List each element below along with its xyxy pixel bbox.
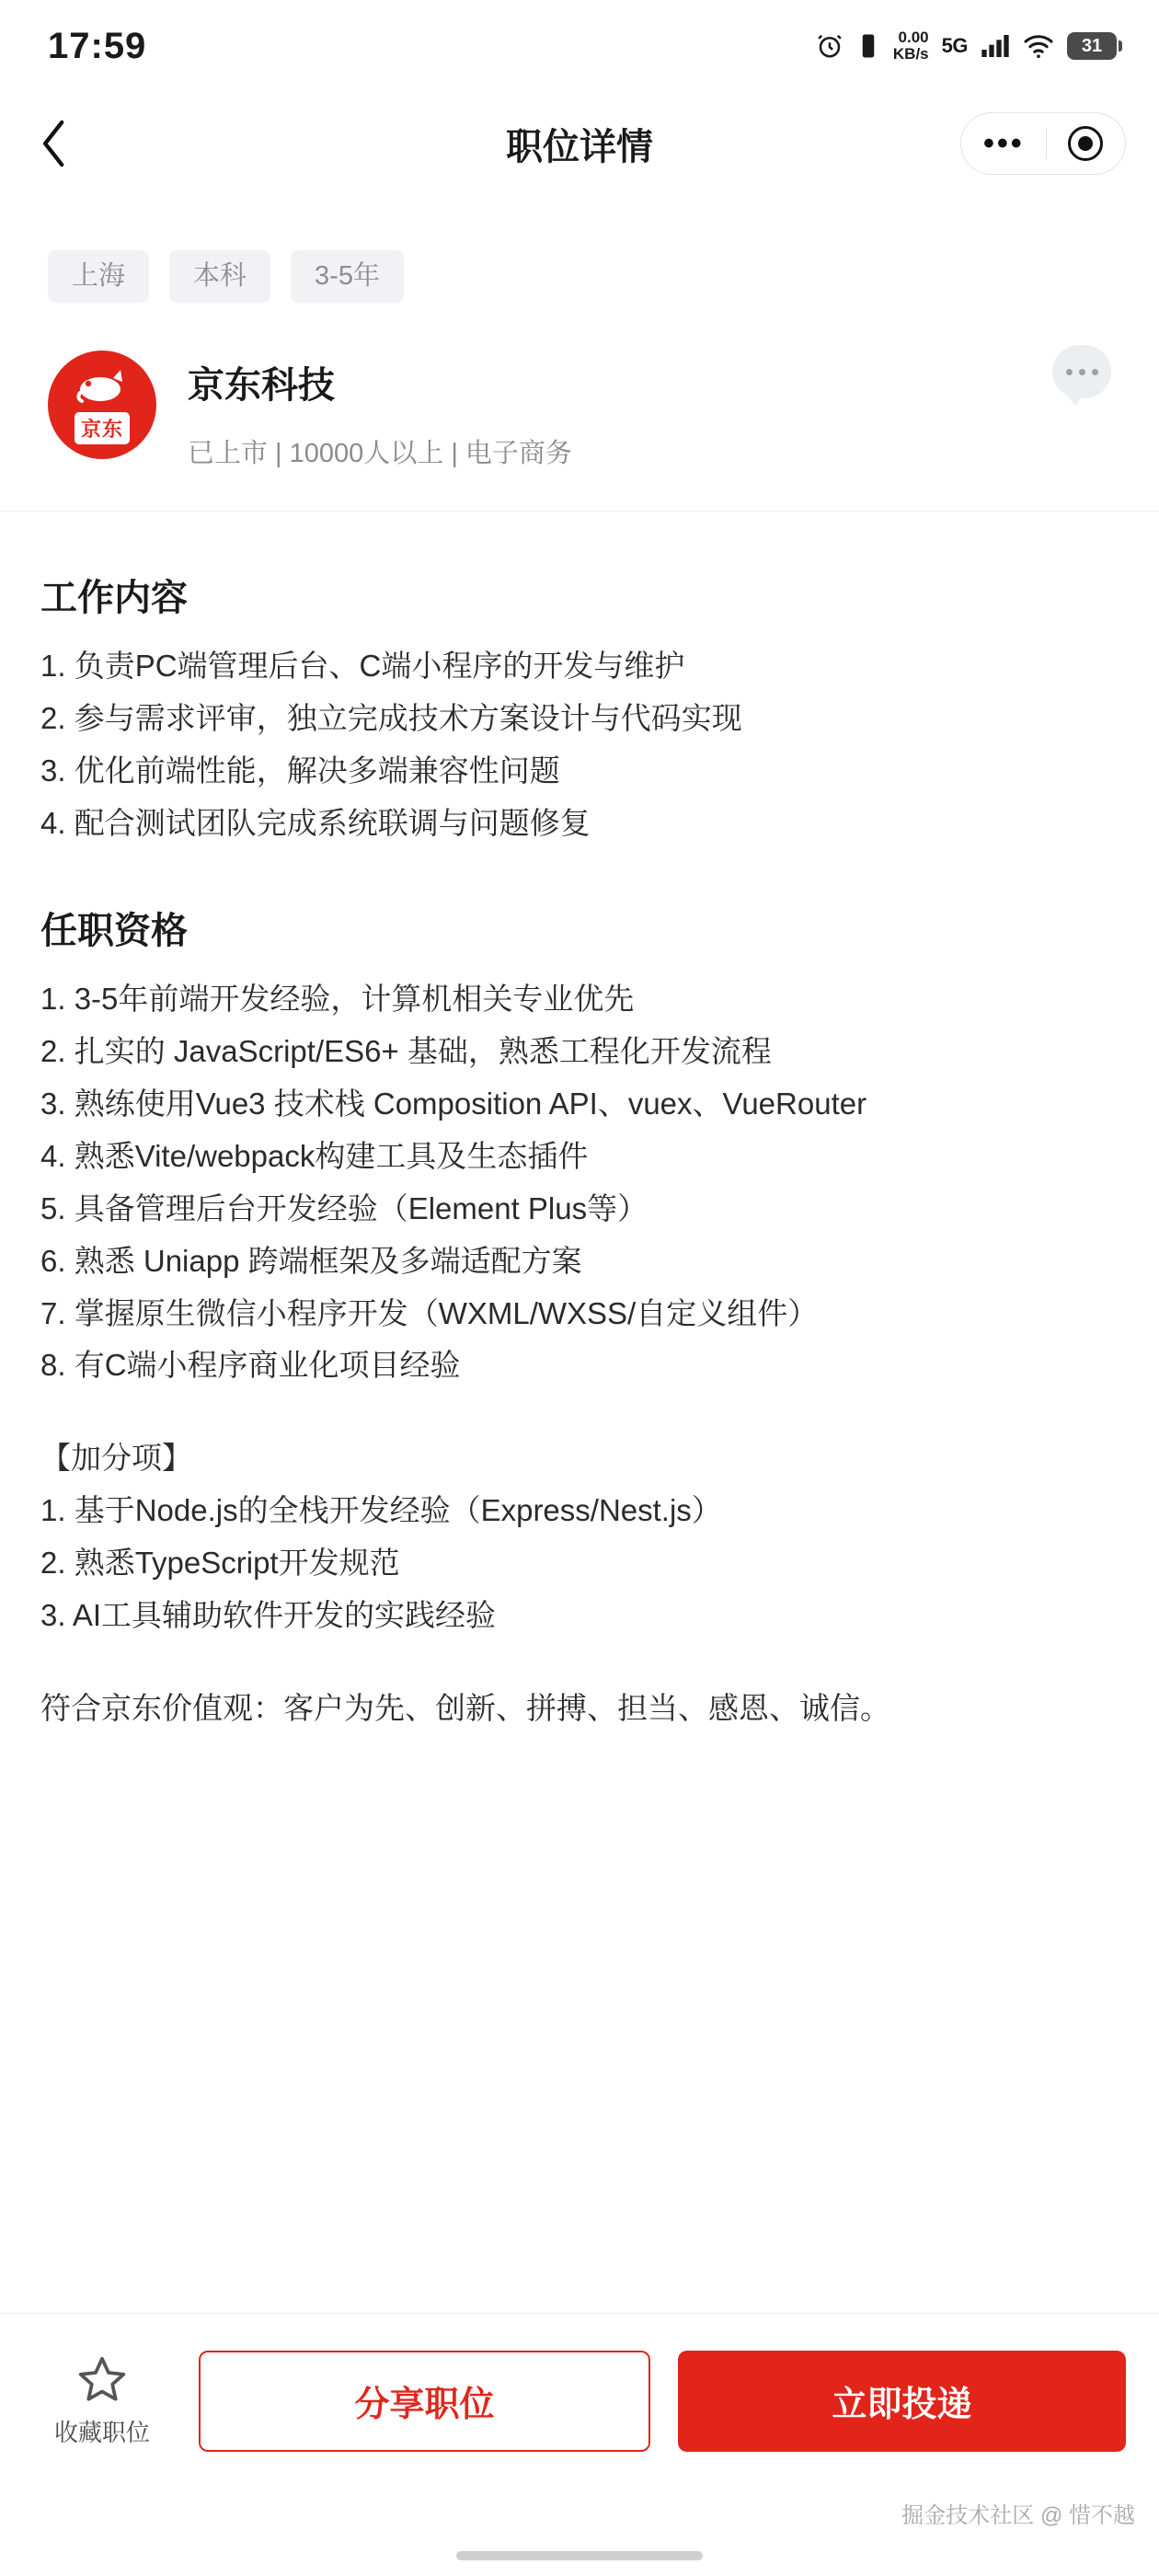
- bonus-line: 1. 基于Node.js的全栈开发经验（Express/Nest.js）: [40, 1493, 722, 1528]
- tag-education: 本科: [169, 250, 270, 303]
- capsule-divider: [1046, 128, 1047, 159]
- alarm-icon: [816, 32, 843, 60]
- home-indicator-area: [0, 2536, 1159, 2576]
- job-description: [0, 512, 1159, 2313]
- requirement-line: 6. 熟悉 Uniapp 跨端框架及多端适配方案: [40, 1243, 582, 1278]
- signal-icon: [981, 33, 1010, 59]
- apply-now-button[interactable]: 立即投递: [678, 2351, 1126, 2452]
- requirement-line: 8. 有C端小程序商业化项目经验: [40, 1348, 461, 1383]
- status-icons: [816, 29, 1117, 63]
- chat-bubble-icon[interactable]: [1052, 345, 1111, 398]
- requirement-line: 2. 扎实的 JavaScript/ES6+ 基础，熟悉工程化开发流程: [40, 1034, 772, 1069]
- spacer: [40, 1397, 1119, 1428]
- back-button[interactable]: [39, 116, 94, 171]
- wifi-icon: [1023, 33, 1054, 59]
- favorite-label: 收藏职位: [53, 2419, 150, 2446]
- requirement-line: 5. 具备管理后台开发经验（Element Plus等）: [40, 1190, 648, 1225]
- more-dots-icon[interactable]: •••: [983, 125, 1025, 161]
- tag-experience: 3-5年: [291, 250, 404, 303]
- mini-program-capsule[interactable]: [960, 112, 1126, 175]
- network-type-label: 5G: [941, 34, 968, 57]
- company-block[interactable]: [0, 336, 1159, 512]
- values-note: 符合京东价值观：客户为先、创新、拼搏、担当、感恩、诚信。: [40, 1690, 890, 1725]
- duty-line: 1. 负责PC端管理后台、C端小程序的开发与维护: [40, 649, 685, 683]
- requirement-line: 3. 熟练使用Vue3 技术栈 Composition API、vuex、VueRouter: [40, 1087, 867, 1121]
- network-speed: 0.00 KB/s: [892, 29, 929, 63]
- section-title-duties: 工作内容: [40, 578, 188, 618]
- company-logo: [48, 351, 156, 459]
- company-info: [188, 351, 572, 470]
- spacer: [40, 1647, 1119, 1678]
- tag-location: 上海: [48, 250, 149, 303]
- bottom-action-bar: [0, 2313, 1159, 2488]
- duty-line: 2. 参与需求评审，独立完成技术方案设计与代码实现: [40, 700, 742, 735]
- requirement-line: 7. 掌握原生微信小程序开发（WXML/WXSS/自定义组件）: [40, 1295, 819, 1330]
- share-job-button[interactable]: 分享职位: [199, 2351, 650, 2452]
- company-meta: 已上市 | 10000人以上 | 电子商务: [188, 439, 572, 468]
- nav-bar: [0, 92, 1159, 195]
- job-tags: [0, 195, 1159, 336]
- mini-program-target-icon[interactable]: [1068, 126, 1103, 161]
- bonus-title: 【加分项】: [40, 1441, 192, 1476]
- company-logo-text: 京东: [75, 412, 130, 444]
- bonus-line: 2. 熟悉TypeScript开发规范: [40, 1546, 400, 1581]
- star-icon: [75, 2353, 129, 2405]
- duty-line: 3. 优化前端性能，解决多端兼容性问题: [40, 753, 560, 788]
- favorite-button[interactable]: [33, 2353, 171, 2448]
- bonus-line: 3. AI工具辅助软件开发的实践经验: [40, 1597, 497, 1632]
- battery-icon: 31: [1067, 32, 1117, 60]
- jd-dog-icon: [76, 367, 128, 409]
- requirement-line: 4. 熟悉Vite/webpack构建工具及生态插件: [40, 1139, 589, 1174]
- status-time: 17:59: [48, 25, 147, 66]
- duty-line: 4. 配合测试团队完成系统联调与问题修复: [40, 805, 591, 840]
- section-title-requirements: 任职资格: [40, 911, 188, 952]
- requirement-line: 1. 3-5年前端开发经验，计算机相关专业优先: [40, 982, 635, 1017]
- company-name: 京东科技: [188, 365, 335, 406]
- page-title: 职位详情: [506, 126, 653, 167]
- watermark: 掘金技术社区 @ 惜不越: [901, 2503, 1135, 2528]
- home-indicator[interactable]: [456, 2551, 703, 2560]
- vibrate-icon: [856, 32, 880, 60]
- status-bar: [0, 0, 1159, 92]
